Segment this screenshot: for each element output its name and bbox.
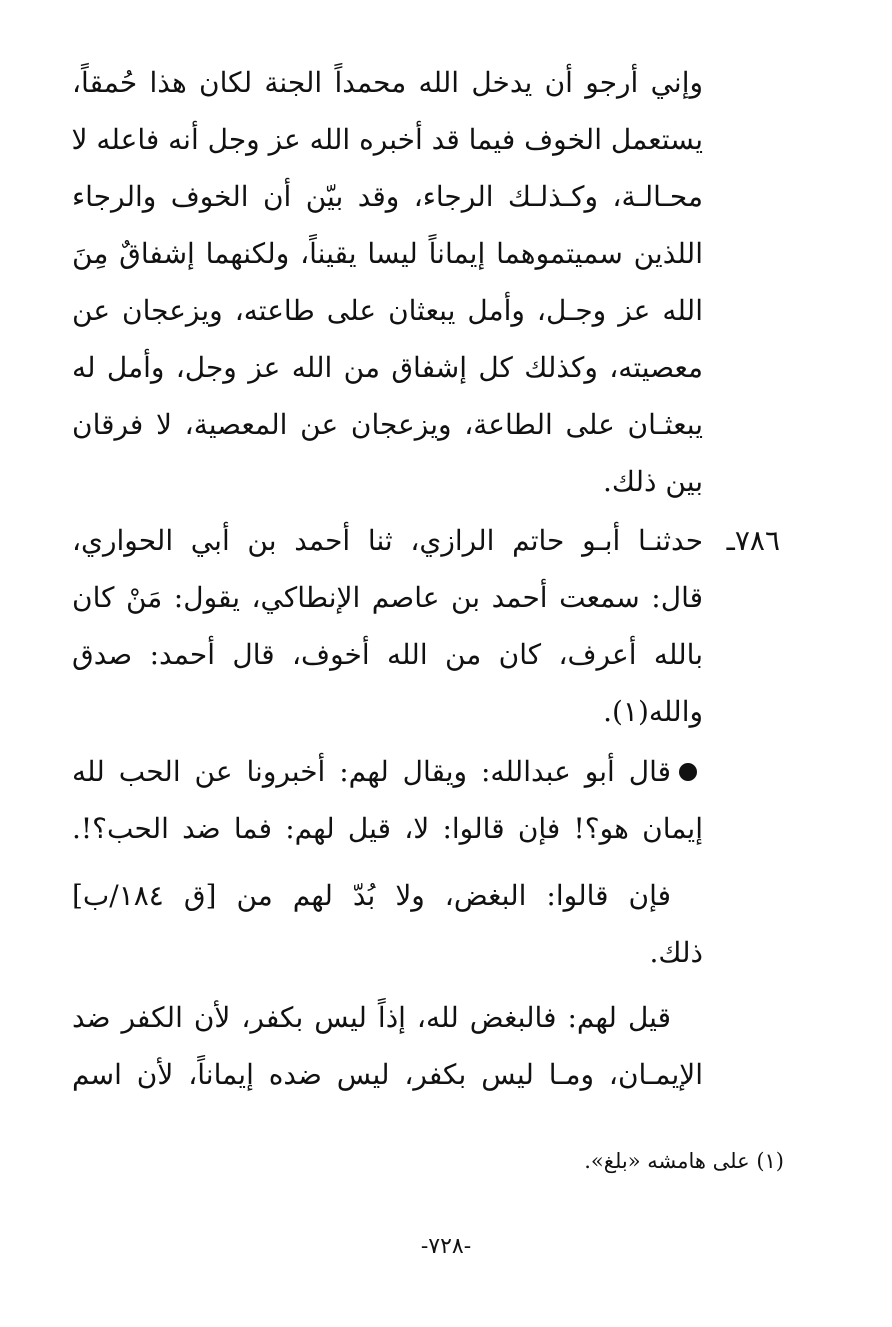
text-line: يبعثـان على الطاعة، ويزعجان عن المعصية، لا فرقان: [72, 408, 703, 441]
page-number: -٧٢٨-: [420, 1234, 472, 1259]
text-line: يستعمل الخوف فيما قد أخبره الله عز وجل أنه فاعله لا: [71, 123, 703, 156]
text-line: والله(١).: [603, 695, 703, 728]
text-line: الإيمـان، ومـا ليس بكفر، ليس ضده إيماناً، لأن اسم: [72, 1058, 703, 1091]
text-line: بالله أعرف، كان من الله أخوف، قال أحمد: صدق: [72, 638, 703, 671]
text-line: قال: سمعت أحمد بن عاصم الإنطاكي، يقول: مَنْ كان: [72, 581, 703, 614]
text-line: محـالـة، وكـذلـك الرجاء، وقد بيّن أن الخوف والرجاء: [72, 180, 703, 213]
text-line: معصيته، وكذلك كل إشفاق من الله عز وجل، وأمل له: [72, 351, 704, 384]
text-line: قال أبو عبدالله: ويقال لهم: أخبرونا عن الحب لله: [72, 755, 671, 788]
text-line: اللذين سميتموهما إيماناً ليسا يقيناً، ولكنهما إشفاقٌ مِنَ: [72, 237, 703, 270]
text-line: إيمان هو؟! فإن قالوا: لا، قيل لهم: فما ضد الحب؟!.: [72, 812, 703, 845]
footnote: (١) على هامشه «بلغ».: [584, 1149, 784, 1173]
text-line: حدثنـا أبـو حاتم الرازي، ثنا أحمد بن أبي الحواري،: [72, 524, 703, 557]
text-line: وإني أرجو أن يدخل الله محمداً الجنة لكان هذا حُمقاً،: [72, 66, 703, 99]
text-line: الله عز وجـل، وأمل يبعثان على طاعته، ويزعجان عن: [72, 294, 703, 327]
text-line: ذلك.: [649, 936, 703, 969]
bullet-icon: [679, 763, 697, 781]
hadith-number: ٧٨٦ـ: [726, 524, 780, 557]
text-line: بين ذلك.: [603, 465, 703, 498]
text-line: فإن قالوا: البغض، ولا بُدّ لهم من [ق ١٨٤/ب]: [72, 879, 671, 912]
text-line: قيل لهم: فالبغض لله، إذاً ليس بكفر، لأن الكفر ضد: [72, 1001, 671, 1034]
section-heading-line: [72, 752, 697, 792]
